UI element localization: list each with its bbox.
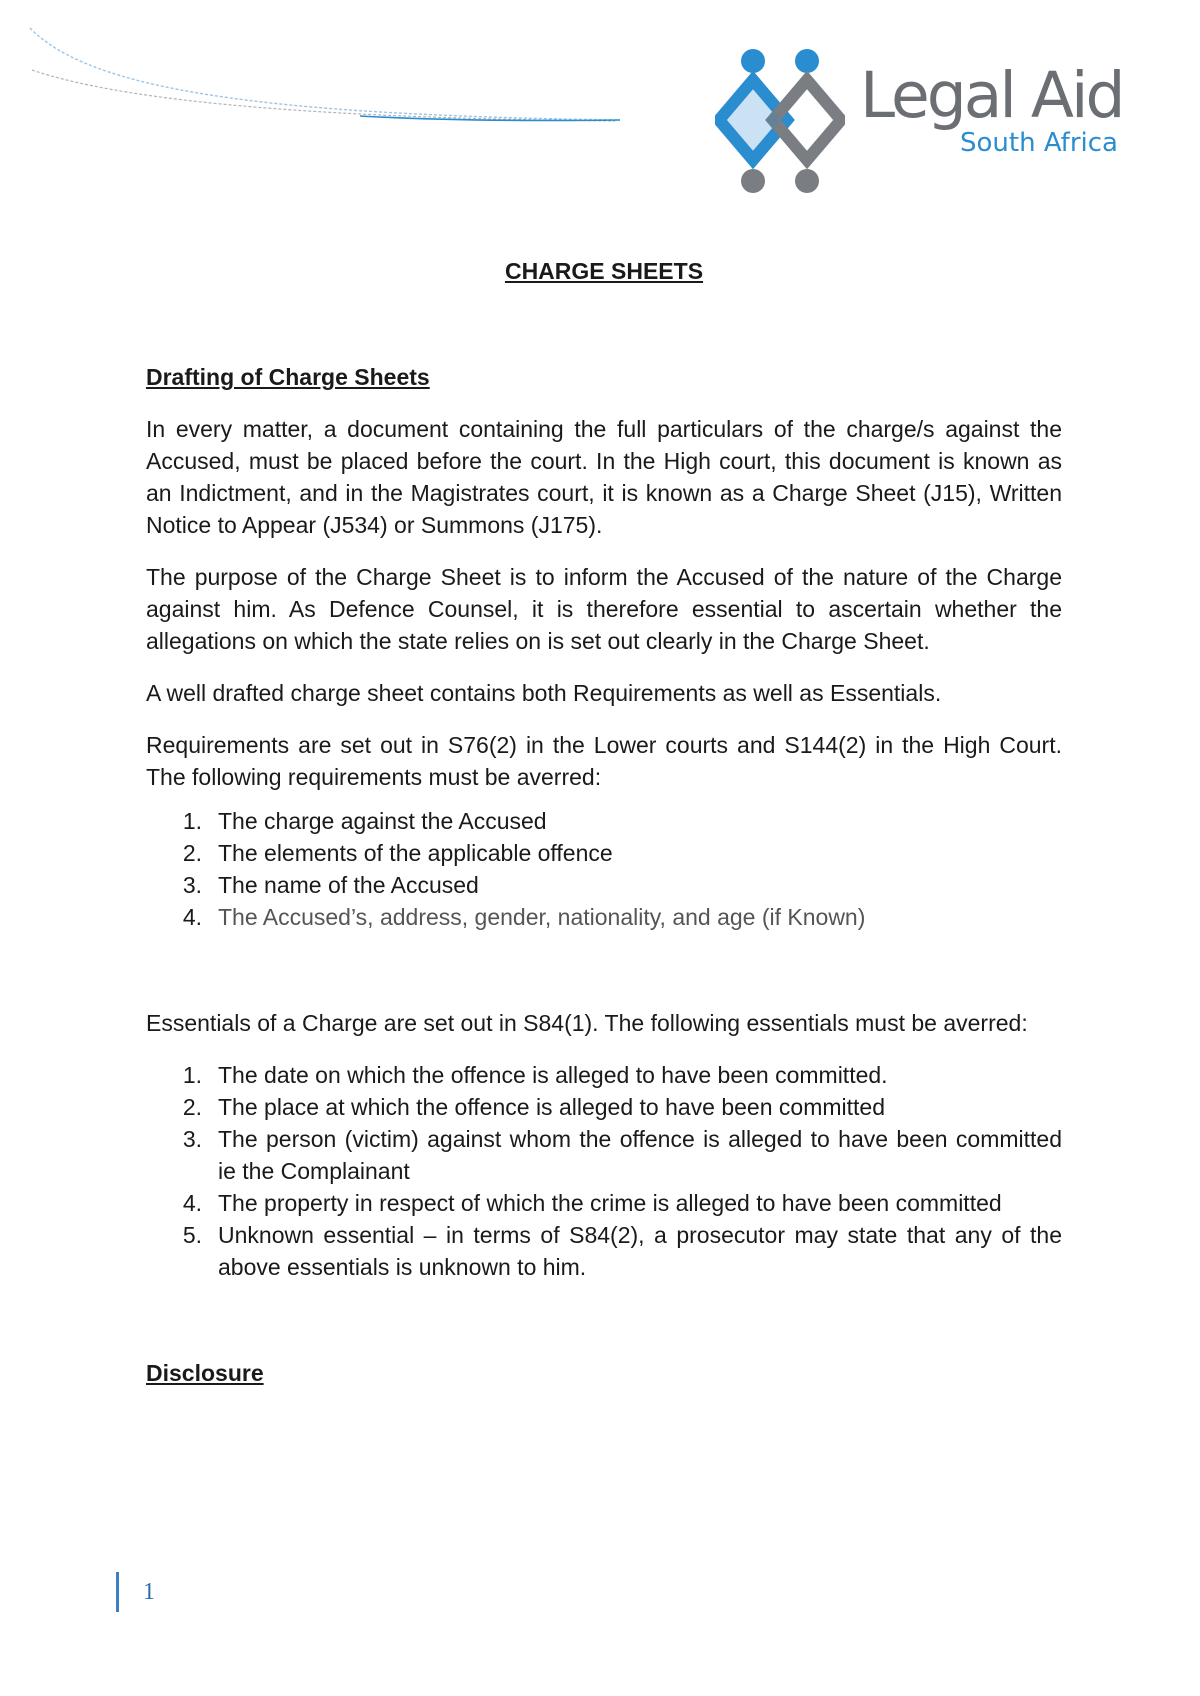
list-text: The person (victim) against whom the offence is alleged to have been committed ie the Complainant <box>218 1126 1062 1184</box>
logo-subtitle: South Africa <box>960 128 1118 158</box>
list-item <box>146 805 1062 837</box>
legal-aid-emblem-icon <box>715 48 845 196</box>
list-text: The property in respect of which the crime is alleged to have been committed <box>218 1190 1002 1216</box>
list-item <box>146 1123 1062 1187</box>
list-text: The charge against the Accused <box>218 808 547 834</box>
list-text: Unknown essential – in terms of S84(2), a prosecutor may state that any of the above essentials is unknown to him. <box>218 1222 1062 1280</box>
list-item <box>146 837 1062 869</box>
requirements-list <box>146 805 1062 933</box>
page-footer <box>116 1572 155 1612</box>
logo-name: Legal Aid <box>860 59 1123 132</box>
header-swoosh-decoration <box>0 0 640 140</box>
section-heading-drafting: Drafting of Charge Sheets <box>146 364 430 390</box>
paragraph-well-drafted: A well drafted charge sheet contains both Requirements as well as Essentials. <box>146 680 942 706</box>
footer-bar <box>116 1572 119 1612</box>
paragraph-indictment: In every matter, a document containing the full particulars of the charge/s against the Accused, must be placed before the court. In the High court, this document is known as an Indictment, and in the Magistrates court, it is known as a Charge Sheet (J15), Written Notice to Appear (J534) or Summons (J175). <box>146 416 1062 538</box>
list-number: 2. <box>182 1094 202 1120</box>
section-heading-disclosure: Disclosure <box>146 1360 264 1386</box>
list-number: 3. <box>182 1126 202 1152</box>
essentials-list <box>146 1059 1062 1283</box>
paragraph-purpose: The purpose of the Charge Sheet is to inform the Accused of the nature of the Charge against him. As Defence Counsel, it is therefore essential to ascertain whether the allegations on which the state relies on is set out clearly in the Charge Sheet. <box>146 564 1062 654</box>
list-text: The date on which the offence is alleged to have been committed. <box>218 1062 888 1088</box>
paragraph-essentials: Essentials of a Charge are set out in S84(1). The following essentials must be averred: <box>146 1010 1028 1036</box>
document-body <box>146 255 1062 1389</box>
list-number: 1. <box>182 1062 202 1088</box>
list-number: 5. <box>182 1222 202 1248</box>
list-item <box>146 1187 1062 1219</box>
list-text: The place at which the offence is alleged to have been committed <box>218 1094 885 1120</box>
list-item <box>146 1091 1062 1123</box>
list-number: 3. <box>182 872 202 898</box>
list-item <box>146 1219 1062 1283</box>
list-item <box>146 901 1062 933</box>
list-item <box>146 869 1062 901</box>
page-number: 1 <box>143 1578 155 1605</box>
document-title: CHARGE SHEETS <box>504 258 704 284</box>
list-number: 1. <box>182 808 202 834</box>
paragraph-requirements: Requirements are set out in S76(2) in the Lower courts and S144(2) in the High Court. The following requirements must be averred: <box>146 732 1062 790</box>
legal-aid-logo <box>715 48 1135 198</box>
list-text: The Accused’s, address, gender, nationality, and age (if Known) <box>218 904 866 930</box>
list-number: 4. <box>182 904 202 930</box>
list-text: The elements of the applicable offence <box>218 840 613 866</box>
list-number: 2. <box>182 840 202 866</box>
list-item <box>146 1059 1062 1091</box>
list-text: The name of the Accused <box>218 872 479 898</box>
list-number: 4. <box>182 1190 202 1216</box>
